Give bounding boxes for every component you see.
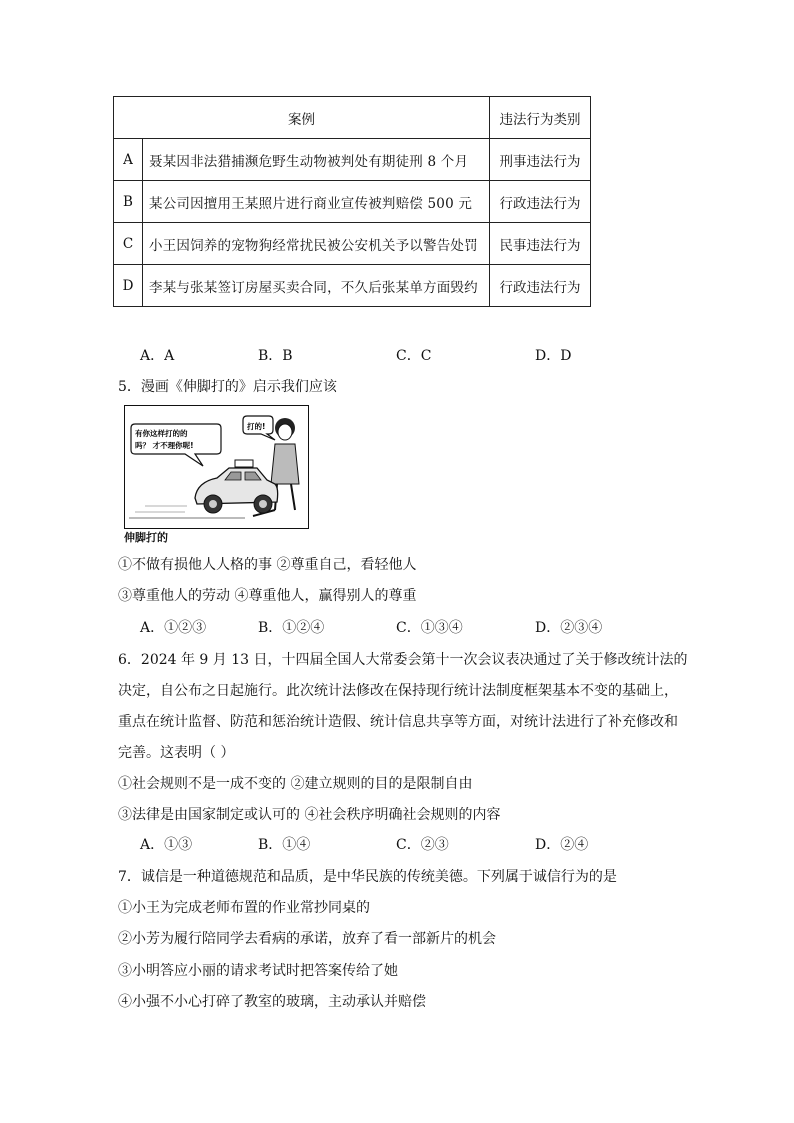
case-table [113, 96, 591, 307]
row-type: 行政违法行为 [490, 265, 591, 307]
table-row [114, 181, 591, 223]
q6-stem-line4: 完善。这表明（ ） [118, 745, 235, 761]
q7-item-3: ③小明答应小丽的请求考试时把答案传给了她 [118, 963, 398, 979]
q6-stem-line1: 6．2024 年 9 月 13 日，十四届全国人大常委会第十一次会议表决通过了关于修改统计法的 [118, 652, 688, 668]
bubble-left-line1: 有你这样打的的 [135, 429, 188, 438]
q7-item-1: ①小王为完成老师布置的作业常抄同桌的 [118, 900, 370, 916]
table-row [114, 223, 591, 265]
option-b[interactable]: B．B [258, 348, 293, 364]
row-case: 李某与张某签订房屋买卖合同，不久后张某单方面毁约 [143, 265, 490, 307]
row-letter: B [114, 181, 143, 223]
row-case: 聂某因非法猎捕濒危野生动物被判处有期徒刑 8 个月 [143, 139, 490, 181]
q7-stem: 7．诚信是一种道德规范和品质，是中华民族的传统美德。下列属于诚信行为的是 [118, 869, 617, 885]
table-header-row [114, 97, 591, 139]
q6-stem-line2: 决定，自公布之日起施行。此次统计法修改在保持现行统计法制度框架基本不变的基础上， [118, 683, 678, 699]
q7-item-2: ②小芳为履行陪同学去看病的承诺，放弃了看一部新片的机会 [118, 931, 496, 947]
option-d[interactable]: D．D [535, 348, 572, 364]
row-letter: A [114, 139, 143, 181]
option-b[interactable]: B．①②④ [258, 620, 325, 636]
option-b[interactable]: B．①④ [258, 837, 311, 853]
bubble-right: 打的! [247, 422, 266, 431]
option-a[interactable]: A．A [140, 348, 175, 364]
row-case: 某公司因擅用王某照片进行商业宣传被判赔偿 500 元 [143, 181, 490, 223]
bubble-left-line2: 吗？ 才不理你呢! [135, 441, 194, 450]
row-letter: C [114, 223, 143, 265]
cartoon-caption: 伸脚打的 [124, 531, 168, 544]
header-case: 案例 [114, 97, 490, 139]
q7-item-4: ④小强不小心打碎了教室的玻璃，主动承认并赔偿 [118, 994, 426, 1010]
row-type: 刑事违法行为 [490, 139, 591, 181]
q6-items-line2: ③法律是由国家制定或认可的 ④社会秩序明确社会规则的内容 [118, 807, 501, 823]
q5-stem: 5．漫画《伸脚打的》启示我们应该 [118, 379, 337, 395]
row-letter: D [114, 265, 143, 307]
q5-items-line1: ①不做有损他人人格的事 ②尊重自己，看轻他人 [118, 557, 417, 573]
option-c[interactable]: C．C [396, 348, 432, 364]
row-case: 小王因饲养的宠物狗经常扰民被公安机关予以警告处罚 [143, 223, 490, 265]
row-type: 行政违法行为 [490, 181, 591, 223]
q5-items-line2: ③尊重他人的劳动 ④尊重他人，赢得别人的尊重 [118, 588, 417, 604]
option-d[interactable]: D．②④ [535, 837, 589, 853]
option-a[interactable]: A．①②③ [140, 620, 207, 636]
table-row [114, 265, 591, 307]
q6-options [140, 834, 610, 854]
cartoon-illustration [125, 406, 308, 528]
option-a[interactable]: A．①③ [140, 837, 193, 853]
q6-stem-line3: 重点在统计监督、防范和惩治统计造假、统计信息共享等方面，对统计法进行了补充修改和 [118, 714, 678, 730]
option-d[interactable]: D．②③④ [535, 620, 603, 636]
header-type: 违法行为类别 [490, 97, 591, 139]
q4-options [140, 345, 610, 365]
cartoon-image [124, 405, 309, 529]
option-c[interactable]: C．①③④ [396, 620, 463, 636]
option-c[interactable]: C．②③ [396, 837, 449, 853]
row-type: 民事违法行为 [490, 223, 591, 265]
q5-options [140, 617, 610, 637]
q6-items-line1: ①社会规则不是一成不变的 ②建立规则的目的是限制自由 [118, 776, 473, 792]
table-row [114, 139, 591, 181]
